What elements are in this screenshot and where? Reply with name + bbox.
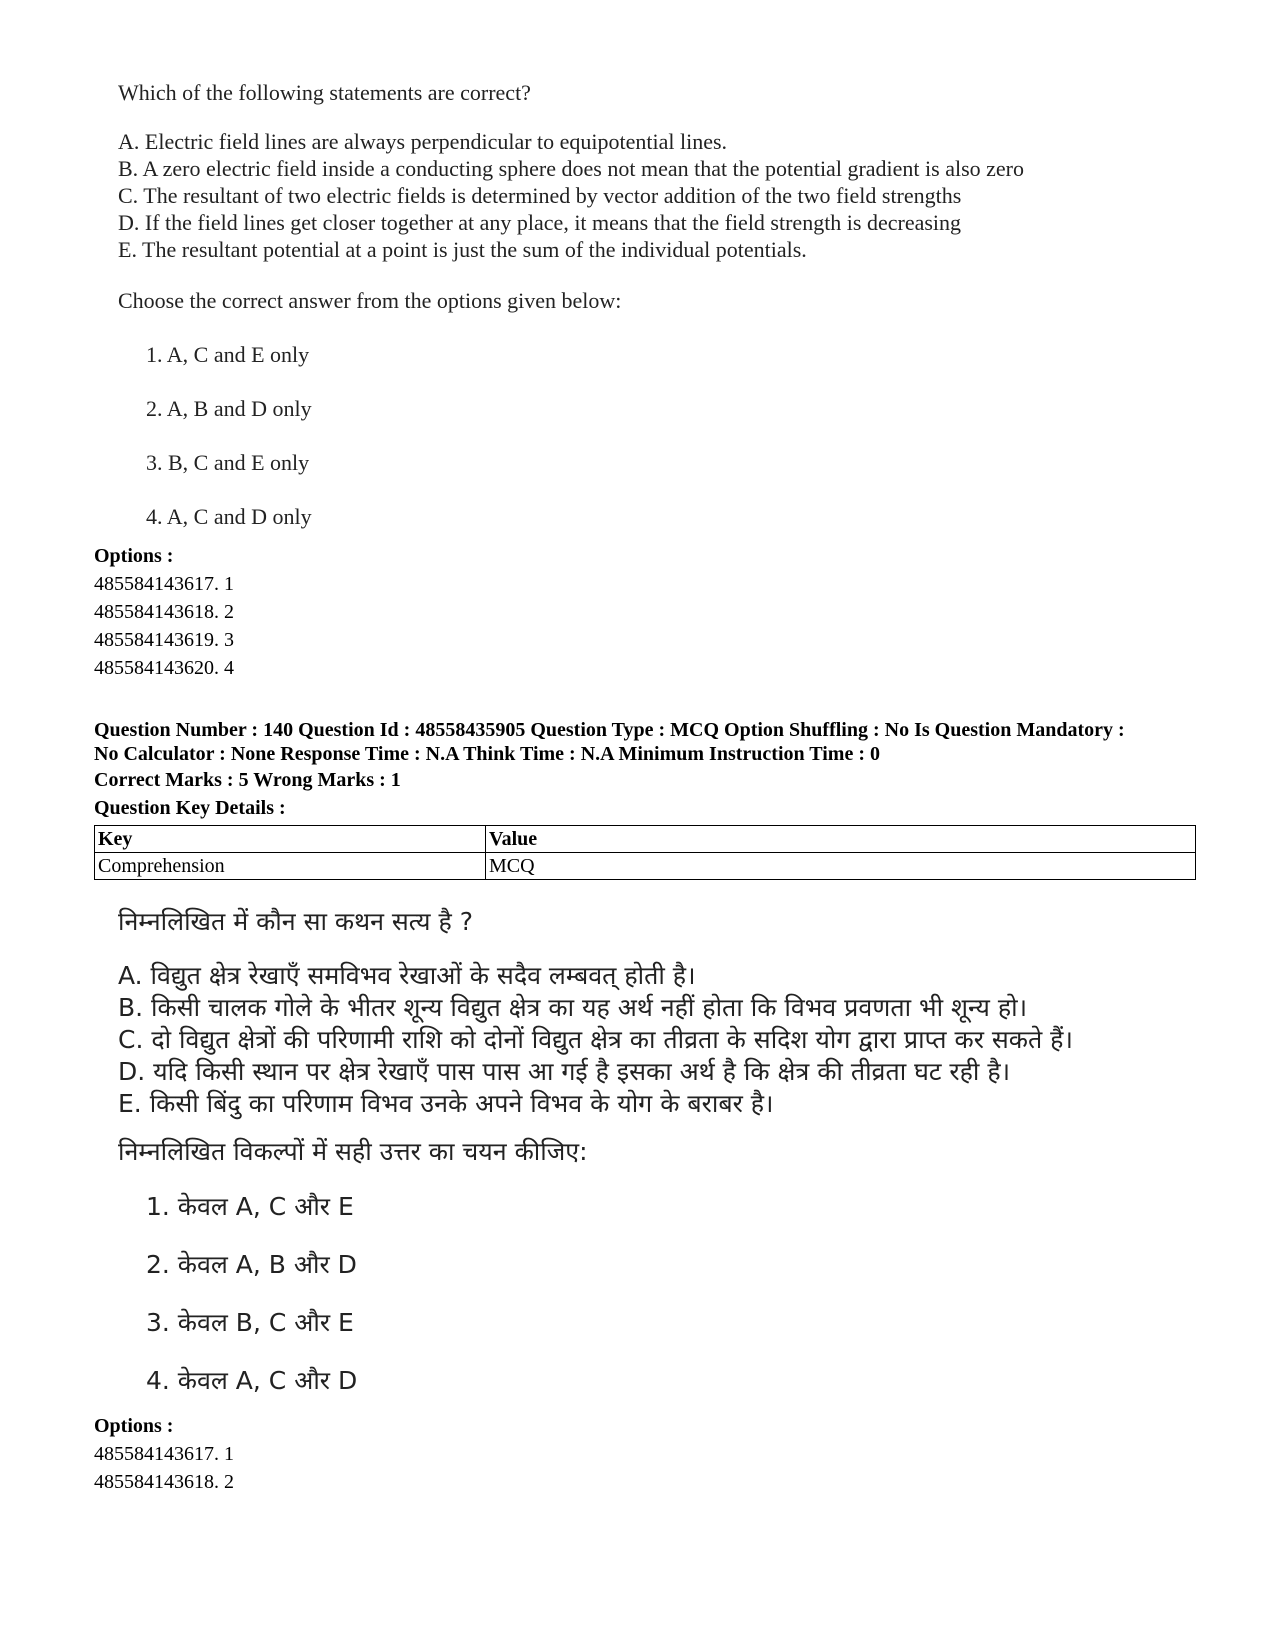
statement-e: E. The resultant potential at a point is just the sum of the individual potentials. bbox=[118, 237, 807, 262]
table-row bbox=[95, 853, 1196, 880]
question-2-body bbox=[118, 906, 1073, 1410]
table-header-key: Key bbox=[95, 826, 486, 853]
option-1: 485584143617. 1 bbox=[94, 573, 234, 595]
question-2-marks-block bbox=[94, 766, 401, 822]
table-header-row bbox=[95, 826, 1196, 853]
meta-line-2: No Calculator : None Response Time : N.A Think Time : N.A Minimum Instruction Time : 0 bbox=[94, 743, 880, 765]
option-2: 485584143618. 2 bbox=[94, 601, 234, 623]
answer-list bbox=[118, 328, 1024, 544]
options-label: Options : bbox=[94, 545, 174, 567]
answer-1: 1. A, C and E only bbox=[146, 342, 310, 367]
answer-3: 3. केवल B, C और E bbox=[146, 1308, 354, 1337]
choose-instruction: निम्नलिखित विकल्पों में सही उत्तर का चयन कीजिए: bbox=[118, 1137, 588, 1166]
table-cell-value: MCQ bbox=[486, 853, 1196, 880]
statement-e: E. किसी बिंदु का परिणाम विभव उनके अपने विभव के योग के बराबर है। bbox=[118, 1089, 774, 1118]
option-4: 485584143620. 4 bbox=[94, 657, 234, 679]
options-label: Options : bbox=[94, 1415, 174, 1437]
option-1: 485584143617. 1 bbox=[94, 1443, 234, 1465]
table-header-value: Value bbox=[486, 826, 1196, 853]
answer-4: 4. केवल A, C और D bbox=[146, 1366, 358, 1395]
statement-c: C. दो विद्युत क्षेत्रों की परिणामी राशि को दोनों विद्युत क्षेत्र का तीव्रता के सदिश योग द्वारा प्राप्त कर सकते हैं। bbox=[118, 1025, 1073, 1054]
marks: Correct Marks : 5 Wrong Marks : 1 bbox=[94, 769, 401, 791]
answer-list bbox=[118, 1178, 1073, 1410]
question-1-body bbox=[118, 79, 1024, 544]
question-2-options bbox=[94, 1412, 234, 1496]
table-cell-key: Comprehension bbox=[95, 853, 486, 880]
answer-3: 3. B, C and E only bbox=[146, 450, 310, 475]
answer-2: 2. केवल A, B और D bbox=[146, 1250, 357, 1279]
statement-d: D. यदि किसी स्थान पर क्षेत्र रेखाएँ पास पास आ गई है इसका अर्थ है कि क्षेत्र की तीव्रता घट रही है। bbox=[118, 1057, 1011, 1086]
key-details-table bbox=[94, 825, 1196, 880]
option-3: 485584143619. 3 bbox=[94, 629, 234, 651]
meta-line-1: Question Number : 140 Question Id : 48558435905 Question Type : MCQ Option Shuffling : No Is Question Mandatory : bbox=[94, 719, 1125, 741]
choose-instruction: Choose the correct answer from the options given below: bbox=[118, 288, 622, 313]
statement-b: B. किसी चालक गोले के भीतर शून्य विद्युत क्षेत्र का यह अर्थ नहीं होता कि विभव प्रवणता भी शून्य हो। bbox=[118, 993, 1028, 1022]
answer-4: 4. A, C and D only bbox=[146, 504, 312, 529]
statement-d: D. If the field lines get closer together at any place, it means that the field strength is decreasing bbox=[118, 210, 962, 235]
statement-c: C. The resultant of two electric fields is determined by vector addition of the two field strengths bbox=[118, 183, 962, 208]
option-2: 485584143618. 2 bbox=[94, 1471, 234, 1493]
statement-a: A. विद्युत क्षेत्र रेखाएँ समविभव रेखाओं के सदैव लम्बवत् होती है। bbox=[118, 961, 696, 990]
statement-b: B. A zero electric field inside a conducting sphere does not mean that the potential gradient is also zero bbox=[118, 156, 1024, 181]
key-details-label: Question Key Details : bbox=[94, 797, 286, 819]
answer-2: 2. A, B and D only bbox=[146, 396, 312, 421]
question-1-text: Which of the following statements are correct? bbox=[118, 80, 531, 105]
statement-a: A. Electric field lines are always perpendicular to equipotential lines. bbox=[118, 129, 728, 154]
answer-1: 1. केवल A, C और E bbox=[146, 1192, 354, 1221]
question-2-meta bbox=[94, 718, 1204, 766]
question-2-text: निम्नलिखित में कौन सा कथन सत्य है ? bbox=[118, 907, 473, 936]
question-1-options bbox=[94, 542, 234, 682]
